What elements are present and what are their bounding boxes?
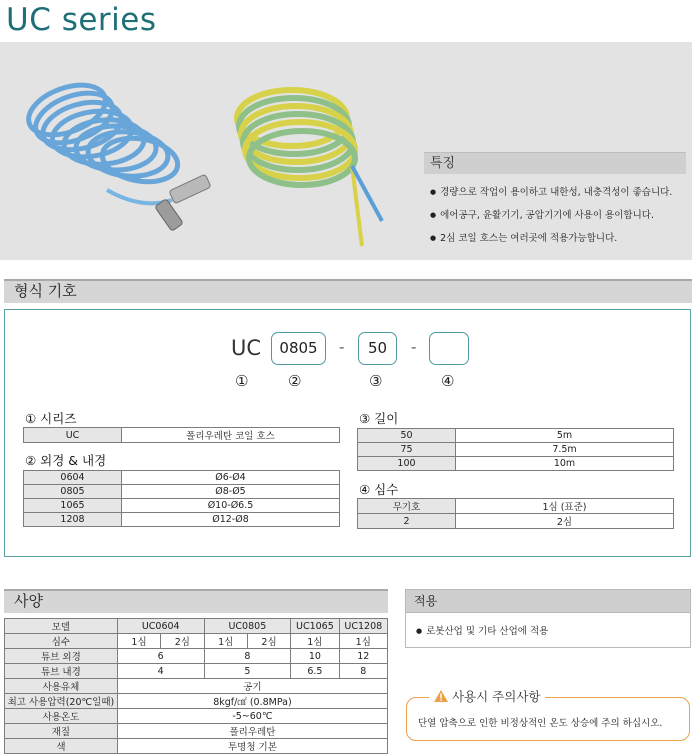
table-row: [5, 709, 388, 724]
product-hero: [0, 42, 692, 260]
series-table: [23, 427, 340, 443]
spec-label: 모델: [5, 619, 118, 634]
cores-value: 2심: [456, 514, 674, 529]
spec-cell: 8: [204, 649, 291, 664]
spec-cell: 1심: [117, 634, 160, 649]
table-row: [24, 485, 340, 499]
spec-cell: 2심: [247, 634, 290, 649]
model-code-box: [4, 309, 691, 557]
feature-item: ● 2심 코일 호스는 여러곳에 적용가능합니다.: [430, 230, 686, 244]
cores-value: 1심 (표준): [456, 499, 674, 514]
spec-heading: 사양: [4, 589, 388, 613]
page-title: UC series: [6, 2, 157, 38]
diameter-code: 1065: [24, 499, 122, 513]
table-row: [358, 514, 674, 529]
spec-model: UC0604: [117, 619, 204, 634]
length-code: 75: [358, 443, 456, 457]
model-code-diagram: [5, 332, 690, 372]
application-heading: 적용: [406, 590, 690, 613]
table-row: [24, 513, 340, 527]
spec-cell: 폴리우레탄: [117, 724, 387, 739]
caution-panel: [406, 689, 690, 741]
code-number-3: ③: [369, 372, 383, 390]
spec-label: 사용온도: [5, 709, 118, 724]
features-heading: 특징: [424, 152, 686, 174]
table-row: [5, 619, 388, 634]
code-prefix: UC: [231, 336, 262, 360]
spec-cell: 8kgf/㎠ (0.8MPa): [117, 694, 387, 709]
spec-table: [4, 618, 388, 754]
feature-item: ● 에어공구, 윤활기기, 공압기기에 사용이 용이합니다.: [430, 207, 686, 221]
spec-cell: 4: [117, 664, 204, 679]
diameter-table: [23, 470, 340, 527]
diameter-value: Ø8-Ø5: [122, 485, 340, 499]
spec-cell: 1심: [291, 634, 339, 649]
cores-title: ④ 심수: [359, 482, 399, 497]
spec-cell: 1심: [339, 634, 387, 649]
spec-label: 최고 사용압력(20℃일때): [5, 694, 118, 709]
cores-table: [357, 498, 674, 529]
caution-text: 단열 압축으로 인한 비정상적인 온도 상승에 주의 하십시오.: [418, 718, 663, 729]
spec-cell: 12: [339, 649, 387, 664]
table-row: [24, 471, 340, 485]
diameter-value: Ø10-Ø6.5: [122, 499, 340, 513]
code-number-4: ④: [441, 372, 455, 390]
model-code-heading: 형식 기호: [4, 279, 692, 303]
length-table: [357, 428, 674, 471]
table-row: [5, 724, 388, 739]
spec-model: UC1065: [291, 619, 339, 634]
length-value: 10m: [456, 457, 674, 471]
diameter-title: ② 외경 & 내경: [25, 453, 107, 468]
spec-cell: 공기: [117, 679, 387, 694]
spec-model: UC1208: [339, 619, 387, 634]
code-box-diameter: 0805: [271, 332, 326, 365]
cores-code: 무기호: [358, 499, 456, 514]
table-row: [358, 499, 674, 514]
spec-label: 사용유체: [5, 679, 118, 694]
caution-heading: 사용시 주의사항: [451, 689, 541, 704]
spec-cell: 10: [291, 649, 339, 664]
table-row: [358, 443, 674, 457]
length-code: 100: [358, 457, 456, 471]
features-panel: [424, 152, 686, 253]
table-row: [358, 429, 674, 443]
diameter-code: 1208: [24, 513, 122, 527]
length-title: ③ 길이: [359, 411, 399, 426]
spec-label: 재질: [5, 724, 118, 739]
spec-cell: 2심: [161, 634, 204, 649]
spec-cell: 8: [339, 664, 387, 679]
spec-cell: 6: [117, 649, 204, 664]
spec-cell: 6.5: [291, 664, 339, 679]
table-row: [5, 634, 388, 649]
blue-coil-hose-image: [12, 50, 242, 250]
table-row: [5, 739, 388, 754]
spec-cell: 투명청 기본: [117, 739, 387, 754]
length-value: 5m: [456, 429, 674, 443]
application-text: ● 로봇산업 및 기타 산업에 적용: [416, 623, 690, 637]
spec-model: UC0805: [204, 619, 291, 634]
spec-label: 튜브 외경: [5, 649, 118, 664]
length-code: 50: [358, 429, 456, 443]
code-number-2: ②: [288, 372, 302, 390]
diameter-code: 0805: [24, 485, 122, 499]
table-row: [24, 428, 340, 443]
spec-label: 심수: [5, 634, 118, 649]
length-value: 7.5m: [456, 443, 674, 457]
spec-cell: 5: [204, 664, 291, 679]
code-box-cores: [429, 332, 469, 365]
series-code: UC: [24, 428, 122, 443]
series-title: ① 시리즈: [25, 411, 77, 426]
features-list: [424, 184, 686, 244]
diameter-code: 0604: [24, 471, 122, 485]
cores-code: 2: [358, 514, 456, 529]
spec-label: 튜브 내경: [5, 664, 118, 679]
code-number-1: ①: [235, 372, 249, 390]
application-panel: [405, 589, 691, 648]
table-row: [358, 457, 674, 471]
table-row: [24, 499, 340, 513]
spec-cell: 1심: [204, 634, 247, 649]
table-row: [5, 694, 388, 709]
table-row: [5, 679, 388, 694]
table-row: [5, 649, 388, 664]
code-dash: -: [411, 338, 417, 356]
code-box-length: 50: [358, 332, 397, 365]
diameter-value: Ø12-Ø8: [122, 513, 340, 527]
diameter-value: Ø6-Ø4: [122, 471, 340, 485]
table-row: [5, 664, 388, 679]
feature-item: ● 경량으로 작업이 용이하고 내한성, 내충격성이 좋습니다.: [430, 184, 686, 198]
series-desc: 폴리우레탄 코일 호스: [122, 428, 340, 443]
spec-cell: -5~60℃: [117, 709, 387, 724]
spec-label: 색: [5, 739, 118, 754]
yellow-green-coil-hose-image: [222, 56, 402, 256]
caution-header: [429, 687, 545, 705]
code-dash: -: [339, 338, 345, 356]
warning-icon: [434, 690, 448, 702]
